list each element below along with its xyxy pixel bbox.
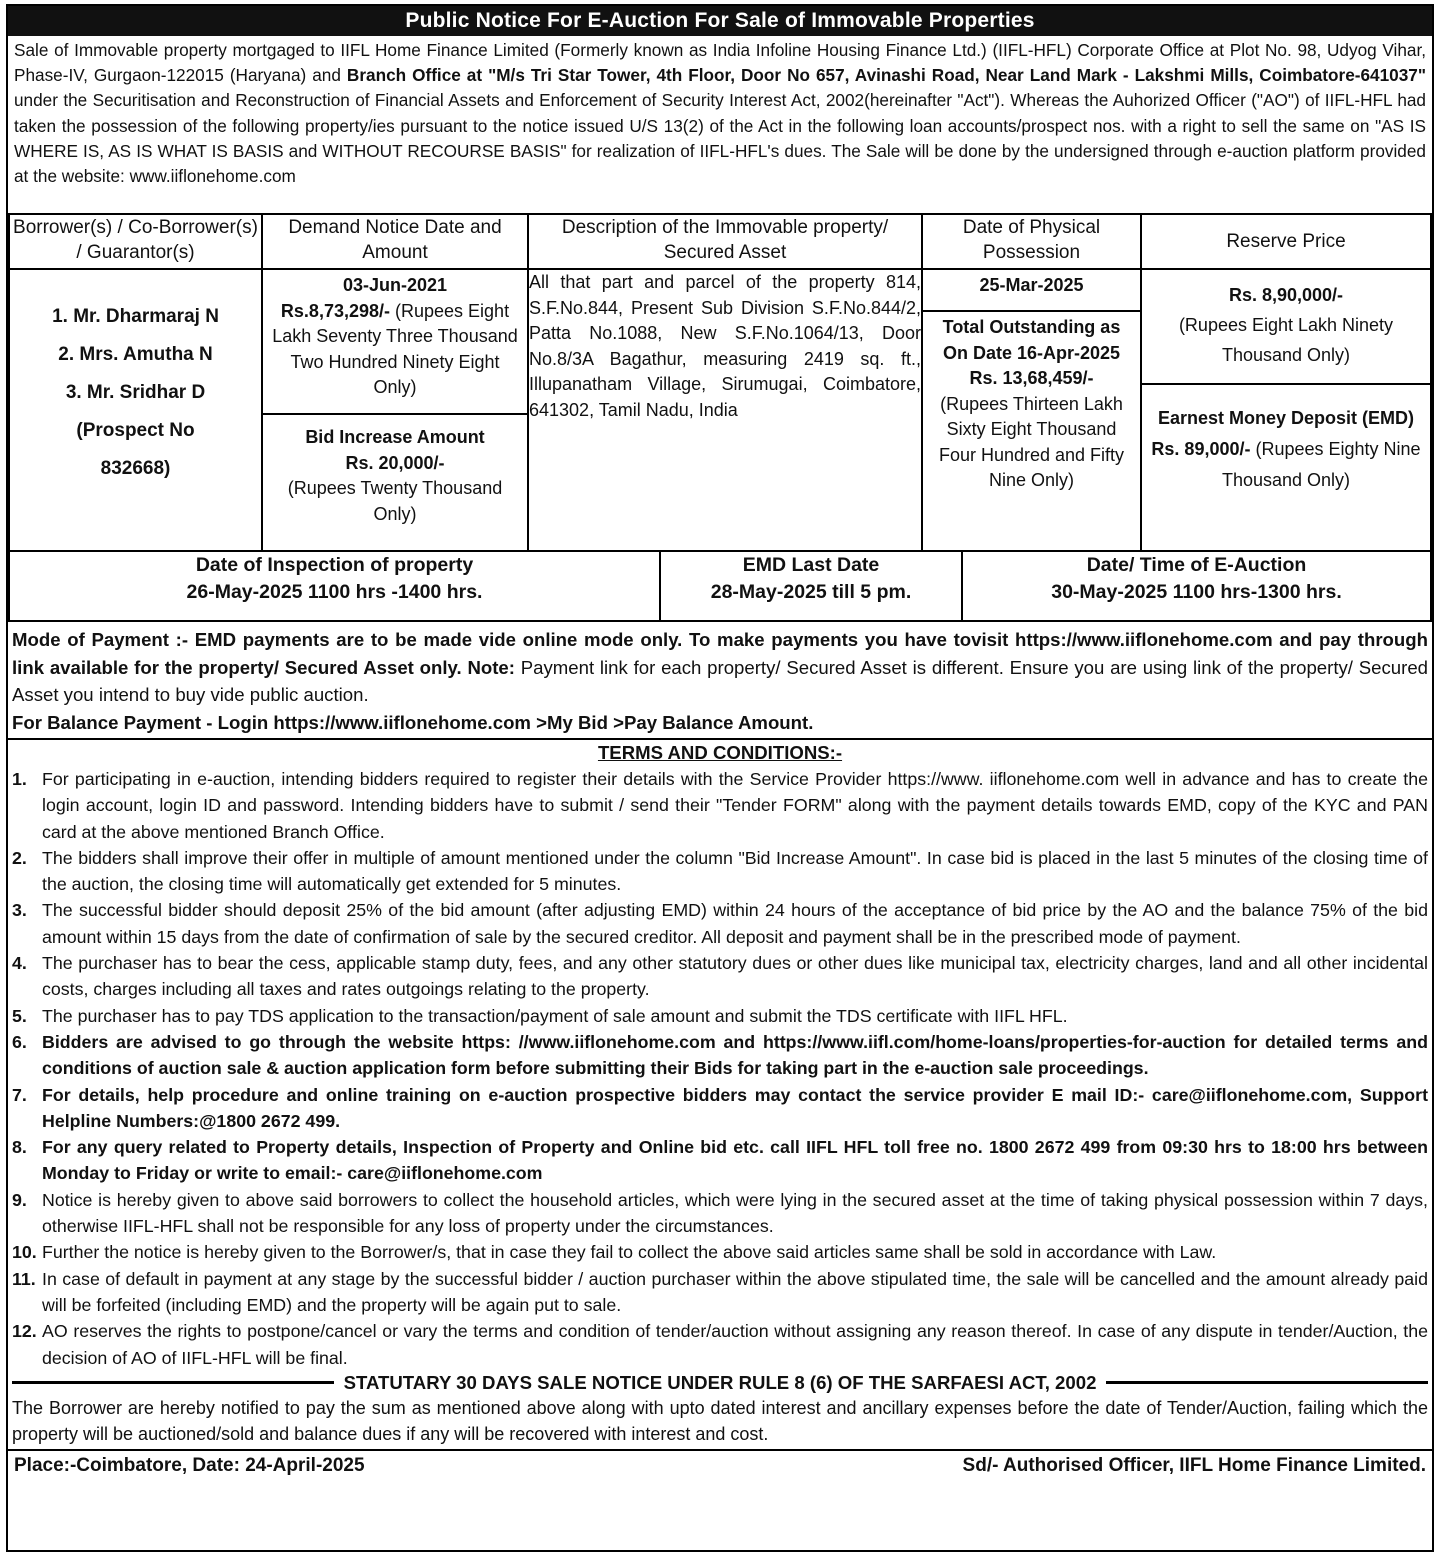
emd-words: (Rupees Eighty Nine Thousand Only) <box>1221 439 1421 490</box>
possession-date: 25-Mar-2025 <box>923 270 1140 312</box>
divider <box>1106 1381 1428 1384</box>
emd-last-date-title: EMD Last Date <box>742 554 880 576</box>
terms-section <box>8 740 1432 1371</box>
demand-date: 03-Jun-2021 <box>342 275 448 295</box>
term-item: 12. AO reserves the rights to postpone/cancel or vary the terms and condition of tender/auction without assigning any reason thereof. In case of any dispute in tender/Auction, the decision of AO of IIFL-HFL will be final. <box>12 1321 1428 1368</box>
borrower-2: 2. Mrs. Amutha N <box>58 344 213 365</box>
signature: Sd/- Authorised Officer, IIFL Home Finance Limited. <box>962 1454 1426 1476</box>
term-item: 7. For details, help procedure and online training on e-auction prospective bidders may contact the service provider E mail ID:- care@iiflonehome.com, Support Helpline Numbers:@1800 2672 499. <box>12 1084 1428 1131</box>
place-date: Place:-Coimbatore, Date: 24-April-2025 <box>14 1454 365 1476</box>
outstanding-title: Total Outstanding as On Date 16-Apr-2025 <box>942 317 1121 363</box>
term-item: 11. In case of default in payment at any stage by the successful bidder / auction purchaser within the above stipulated time, the sale will be cancelled and the amount already paid will be forfeited (including EMD) and the property will be again put to sale. <box>12 1268 1428 1315</box>
property-description: All that part and parcel of the property 814, S.F.No.844, Present Sub Division S.F.No.844/2, Patta No.1088, New S.F.No.1064/13, Door No.8/3A Bagathur, measuring 2419 sq. ft., Illupanatham Village, Sirumugai, Coimbatore, 641302, Tamil Nadu, India <box>528 269 922 551</box>
intro-paragraph <box>8 36 1432 215</box>
term-item: 6. Bidders are advised to go through the website https: //www.iiflonehome.com and https://www.iifl.com/home-loans/properties-for-auction for detailed terms and conditions of auction sale & auction application form before submitting their Bids for taking part in the e-auction sale proceedings. <box>12 1031 1428 1079</box>
header-description: Description of the Immovable property/ Secured Asset <box>528 214 922 269</box>
term-item: 3. The successful bidder should deposit 25% of the bid amount (after adjusting EMD) within 24 hours of the acceptance of bid price by the AO and the balance 75% of the bid amount within 15 days from the date of confirmation of sale by the secured creditor. All deposit and payment shall be in the prescribed mode of payment. <box>12 900 1428 947</box>
prospect-label: (Prospect No <box>76 420 195 441</box>
emd-amount: Rs. 89,000/- <box>1151 439 1251 459</box>
bid-increase-words: (Rupees Twenty Thousand Only) <box>287 478 503 524</box>
demand-cell <box>262 269 528 551</box>
divider <box>12 1381 334 1384</box>
dates-table <box>8 550 1432 622</box>
inspection-cell <box>9 551 660 621</box>
demand-amount-words: (Rupees Eight Lakh Seventy Three Thousand Two Hundred Ninety Eight Only) <box>272 300 518 397</box>
balance-payment: For Balance Payment - Login https://www.iiflonehome.com >My Bid >Pay Balance Amount. <box>12 711 814 733</box>
term-item: 5. The purchaser has to pay TDS application to the transaction/payment of sale amount and submit the TDS certificate with IIFL HFL. <box>12 1005 1068 1026</box>
property-table <box>8 213 1432 552</box>
statutory-text: The Borrower are hereby notified to pay the sum as mentioned above along with upto dated interest and ancillary expenses before the date of Tender/Auction, failing which the property will be auctioned/sold and balance dues if any will be recovered with interest and cost. <box>8 1395 1432 1451</box>
statutory-title: STATUTARY 30 DAYS SALE NOTICE UNDER RULE 8 (6) OF THE SARFAESI ACT, 2002 <box>343 1371 1097 1393</box>
bid-increase-amount: Rs. 20,000/- <box>345 452 445 473</box>
possession-cell <box>922 269 1141 551</box>
borrower-cell <box>9 269 262 551</box>
demand-amount: Rs.8,73,298/- <box>280 300 390 321</box>
notice-title: Public Notice For E-Auction For Sale of Immovable Properties <box>8 6 1432 36</box>
header-reserve: Reserve Price <box>1141 214 1431 269</box>
term-item: 8. For any query related to Property details, Inspection of Property and Online bid etc. call IIFL HFL toll free no. 1800 2672 499 from 09:30 hrs to 18:00 hrs between Monday to Friday or write to email:- care@iiflonehome.com <box>12 1137 1428 1184</box>
auction-title: Date/ Time of E-Auction <box>1086 554 1307 576</box>
emd-title: Earnest Money Deposit (EMD) <box>1157 408 1415 428</box>
payment-mode: Mode of Payment :- EMD payments are to be made vide online mode only. To make payments you have tovisit https://www.iiflonehome.com and pay through link available for the property/ Secured Asset only. Note: <box>12 629 1428 678</box>
header-possession: Date of Physical Possession <box>922 214 1141 269</box>
emd-last-date-cell <box>660 551 962 621</box>
outstanding-amount: Rs. 13,68,459/- <box>969 368 1094 388</box>
reserve-amount: Rs. 8,90,000/- <box>1228 285 1344 305</box>
outstanding-words: (Rupees Thirteen Lakh Sixty Eight Thousand Four Hundred and Fifty Nine Only) <box>938 393 1125 490</box>
header-borrower: Borrower(s) / Co-Borrower(s) / Guarantor(s) <box>9 214 262 269</box>
borrower-1: 1. Mr. Dharmaraj N <box>52 306 219 327</box>
intro-branch-office: Branch Office at "M/s Tri Star Tower, 4th Floor, Door No 657, Avinashi Road, Near Land Mark - Lakshmi Mills, Coimbatore-641037" <box>346 65 1427 86</box>
prospect-number: 832668) <box>100 458 171 479</box>
header-demand: Demand Notice Date and Amount <box>262 214 528 269</box>
term-item: 4. The purchaser has to bear the cess, applicable stamp duty, fees, and any other statutory dues or other dues like municipal tax, electricity charges, land and all other incidental costs, charges including all taxes and rates outgoings relating to the property. <box>12 953 1428 1000</box>
emd-last-date-value: 28-May-2025 till 5 pm. <box>710 581 912 603</box>
payment-section <box>8 622 1432 740</box>
inspection-value: 26-May-2025 1100 hrs -1400 hrs. <box>186 581 483 603</box>
statutory-heading <box>12 1371 1428 1395</box>
intro-part1: Sale of Immovable property mortgaged to IIFL Home Finance Limited (Formerly known as India Infoline Housing Finance Ltd.) (IIFL-HFL) Corporate Office at Plot No. 98, Udyog Vihar, Phase-IV, Gurgaon-122015 (Haryana) and <box>14 40 1426 86</box>
reserve-words: (Rupees Eight Lakh Ninety Thousand Only) <box>1178 315 1394 365</box>
term-item: 1. For participating in e-auction, intending bidders required to register their details with the Service Provider https://www. iiflonehome.com well in advance and has to create the login account, login ID and password. Intending bidders have to submit / send their "Tender FORM" along with the payment details towards EMD, copy of the KYC and PAN card at the above mentioned Branch Office. <box>12 769 1428 842</box>
intro-part2: under the Securitisation and Reconstruction of Financial Assets and Enforcement of Security Interest Act, 2002(hereinafter "Act"). Whereas the Auhorized Officer ("AO") of IIFL-HFL had taken the possession of the following property/ies pursuant to the notice issued U/S 13(2) of the Act in the following loan accounts/prospect nos. with a right to sell the same on "AS IS WHERE IS, AS IS WHAT IS BASIS and WITHOUT RECOURSE BASIS" for realization of IIFL-HFL's dues. The Sale will be done by the undersigned through e-auction platform provided at the website: www.iiflonehome.com <box>14 90 1426 187</box>
public-notice <box>6 4 1434 1552</box>
auction-cell <box>962 551 1431 621</box>
auction-value: 30-May-2025 1100 hrs-1300 hrs. <box>1051 581 1342 603</box>
payment-note: Payment link for each property/ Secured Asset is different. Ensure you are using link of the property/ Secured Asset you intend to buy vide public auction. <box>12 656 1428 705</box>
footer <box>8 1451 1432 1477</box>
term-item: 10. Further the notice is hereby given to the Borrower/s, that in case they fail to collect the above said articles same shall be sold in accordance with Law. <box>12 1242 1217 1263</box>
term-item: 2. The bidders shall improve their offer in multiple of amount mentioned under the column "Bid Increase Amount". In case bid is placed in the last 5 minutes of the closing time of the auction, the closing time will automatically get extended for 5 minutes. <box>12 847 1428 895</box>
term-item: 9. Notice is hereby given to above said borrowers to collect the household articles, which were lying in the secured asset at the time of taking physical possession within 7 days, otherwise IIFL-HFL shall not be responsible for any loss of property under the circumstances. <box>12 1189 1428 1237</box>
terms-title: TERMS AND CONDITIONS:- <box>597 742 843 763</box>
bid-increase-title: Bid Increase Amount <box>305 427 485 447</box>
borrower-3: 3. Mr. Sridhar D <box>65 382 206 403</box>
inspection-title: Date of Inspection of property <box>195 554 474 576</box>
reserve-cell <box>1141 269 1431 551</box>
